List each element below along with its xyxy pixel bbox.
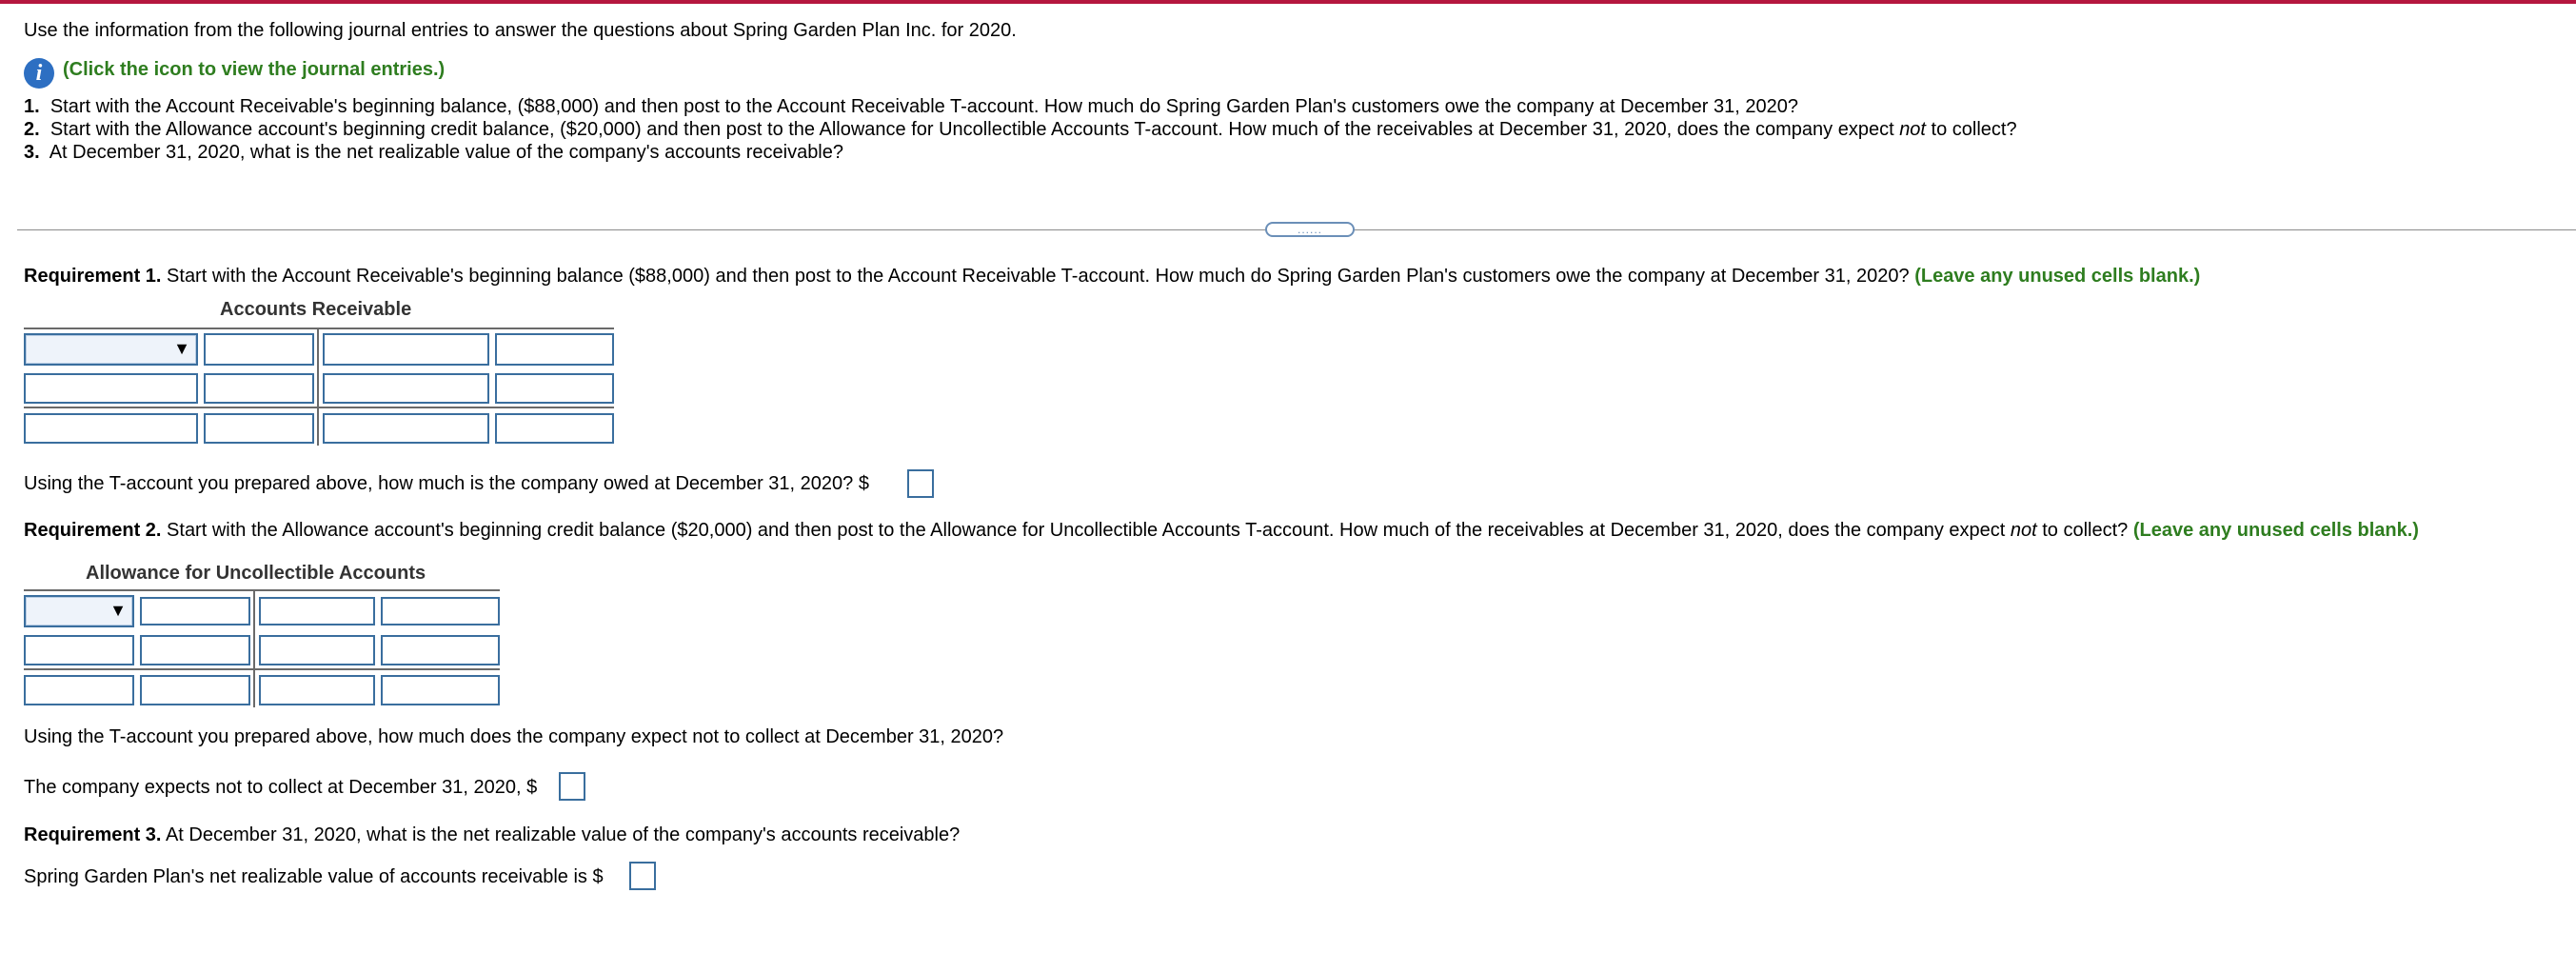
ar-row1-credit-input[interactable] [495,333,614,366]
requirement-label: Requirement 1. [24,266,162,287]
top-accent-bar [0,0,2576,4]
allow-row2-credit-account-input[interactable] [259,635,375,665]
requirement-3-text [24,824,960,846]
t-account-balance-line [24,407,614,408]
req1-question-text: Using the T-account you prepared above, how much is the company owed at December 31, 2020? $ [24,473,869,494]
allow-row3-debit-input[interactable] [140,675,250,705]
t-account-title: Allowance for Uncollectible Accounts [86,563,426,584]
answer-prefix: Spring Garden Plan's net realizable value of accounts receivable is $ [24,866,604,887]
ar-row1-account-dropdown[interactable] [24,333,198,366]
info-icon[interactable]: i [24,58,54,89]
chevron-down-icon: ▼ [109,601,127,620]
question-1 [24,96,1798,118]
question-number: 1. [24,96,40,117]
t-account-title: Accounts Receivable [220,299,412,320]
question-emphasis: not [1899,119,1926,140]
t-account-top-line [24,589,500,591]
requirement-body: Start with the Allowance account's beginning credit balance ($20,000) and then post to the Allowance for Uncollectible Accounts T-account. How much of the receivables at December 31, 2020, does the company expect [161,520,2011,541]
t-account-center-line [253,589,255,707]
allow-row2-debit-input[interactable] [140,635,250,665]
question-text: Start with the Account Receivable's beginning balance, ($88,000) and then post to the Account Receivable T-account. How much do Spring Garden Plan's customers owe the company at December 31, 2020? [50,96,1798,117]
net-realizable-value-input[interactable] [629,862,656,890]
requirement-label: Requirement 3. [24,824,162,845]
ar-row2-credit-account-input[interactable] [323,373,489,404]
allow-row1-account-dropdown[interactable] [24,595,134,627]
allow-row1-debit-input[interactable] [140,597,250,626]
ar-row3-credit-input[interactable] [495,413,614,444]
t-account-center-line [317,328,319,446]
ar-row2-debit-input[interactable] [204,373,314,404]
question-text: to collect? [1926,119,2017,140]
requirement-2-text [24,520,2419,542]
question-2 [24,119,2017,141]
expand-handle[interactable]: ...... [1265,222,1355,237]
req2-question: Using the T-account you prepared above, how much does the company expect not to collect at December 31, 2020? [24,726,1004,747]
question-number: 3. [24,142,40,163]
ar-row3-credit-account-input[interactable] [323,413,489,444]
allow-row2-account-input[interactable] [24,635,134,665]
req3-answer-line [24,866,639,888]
question-number: 2. [24,119,40,140]
question-text: Start with the Allowance account's beginning credit balance, ($20,000) and then post to the Allowance for Uncollectible Accounts T-account. How much of the receivables at December 31, 2020, does the company expect [50,119,1900,140]
ar-row3-debit-input[interactable] [204,413,314,444]
allow-row3-credit-input[interactable] [381,675,500,705]
requirement-emphasis: not [2010,520,2037,541]
intro-text: Use the information from the following journal entries to answer the questions about Spring Garden Plan Inc. for 2020. [24,20,1017,41]
requirement-1-text [24,266,2200,288]
ar-row2-credit-input[interactable] [495,373,614,404]
ar-row3-account-input[interactable] [24,413,198,444]
hint-text: (Leave any unused cells blank.) [2132,520,2419,541]
allow-row3-credit-account-input[interactable] [259,675,375,705]
question-3 [24,142,843,164]
requirement-body: to collect? [2036,520,2133,541]
answer-prefix: The company expects not to collect at December 31, 2020, $ [24,777,538,798]
t-account-balance-line [24,668,500,670]
ar-row1-debit-input[interactable] [204,333,314,366]
question-text: At December 31, 2020, what is the net realizable value of the company's accounts receivable? [49,142,843,163]
uncollectible-amount-input[interactable] [559,772,585,801]
allow-row2-credit-input[interactable] [381,635,500,665]
hint-text: (Leave any unused cells blank.) [1914,266,2201,287]
requirement-body: At December 31, 2020, what is the net realizable value of the company's accounts receivable? [161,824,961,845]
requirement-body: Start with the Account Receivable's beginning balance ($88,000) and then post to the Account Receivable T-account. How much do Spring Garden Plan's customers owe the company at December 31, 2020? [161,266,1915,287]
t-account-top-line [24,328,614,329]
allow-row3-account-input[interactable] [24,675,134,705]
allow-row1-credit-account-input[interactable] [259,597,375,626]
amount-owed-input[interactable] [907,469,934,498]
ar-row2-account-input[interactable] [24,373,198,404]
req1-question [24,473,869,495]
chevron-down-icon: ▼ [173,339,190,358]
requirement-label: Requirement 2. [24,520,162,541]
allow-row1-credit-input[interactable] [381,597,500,626]
ar-row1-credit-account-input[interactable] [323,333,489,366]
req2-answer-line [24,777,573,799]
journal-entries-link[interactable]: (Click the icon to view the journal entries.) [63,59,446,80]
